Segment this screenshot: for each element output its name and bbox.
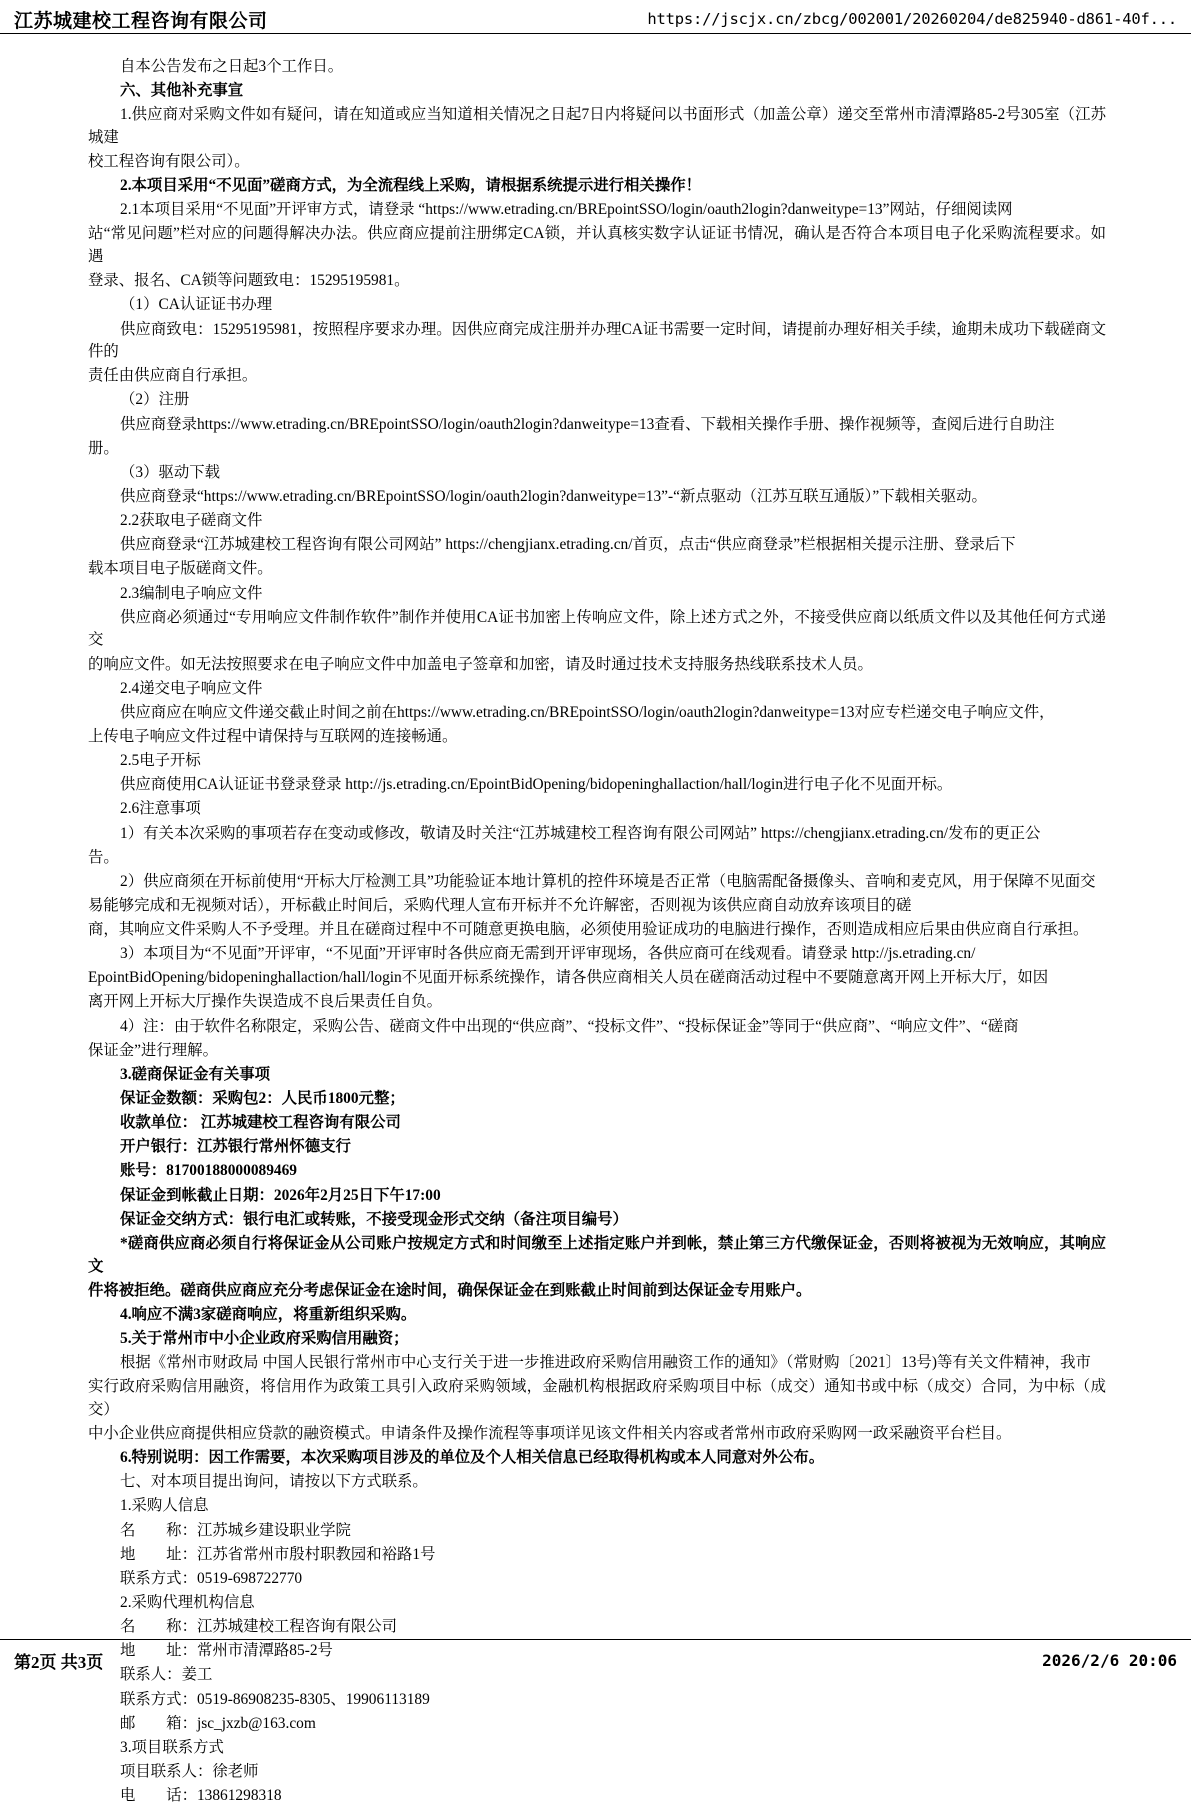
paragraph-line: 2.2获取电子磋商文件 xyxy=(120,512,263,530)
paragraph-line: 上传电子响应文件过程中请保持与互联网的连接畅通。 xyxy=(88,727,458,745)
paragraph-line: 保证金到帐截止日期：2026年2月25日下午17:00 xyxy=(120,1186,441,1204)
project-contact-person: 项目联系人：徐老师 xyxy=(120,1762,259,1780)
paragraph-line: 5.关于常州市中小企业政府采购信用融资； xyxy=(120,1329,409,1347)
paragraph-line: 2.本项目采用“不见面”磋商方式，为全流程线上采购，请根据系统提示进行相关操作！ xyxy=(120,177,701,195)
paragraph-line: 供应商登录https://www.etrading.cn/BREpointSSO/login/oauth2login?danweitype=13查看、下载相关操作手册、操作视频等，查阅后进行自助注 xyxy=(120,415,1055,433)
paragraph-line: 自本公告发布之日起3个工作日。 xyxy=(120,58,344,75)
paragraph-line: 供应商登录“江苏城建校工程咨询有限公司网站” https://chengjianx.etrading.cn/首页，点击“供应商登录”栏根据相关提示注册、登录后下 xyxy=(120,536,1016,554)
paragraph-line: 件将被拒绝。磋商供应商应充分考虑保证金在途时间，确保保证金在到账截止时间前到达保证金专用账户。 xyxy=(88,1281,812,1299)
paragraph-line: 2.1本项目采用“不见面”开评审方式，请登录 “https://www.etrading.cn/BREpointSSO/login/oauth2login?danweitype=13”网站，仔细阅读网 xyxy=(120,201,1013,219)
purchaser-name: 名 称：江苏城乡建设职业学院 xyxy=(120,1521,351,1539)
paragraph-line: 2）供应商须在开标前使用“开标大厅检测工具”功能验证本地计算机的控件环境是否正常（电脑需配备摄像头、音响和麦克风，用于保障不见面交 xyxy=(120,872,1096,890)
paragraph-line: 根据《常州市财政局 中国人民银行常州市中心支行关于进一步推进政府采购信用融资工作的通知》（常财购〔2021〕13号)等有关文件精神，我市 xyxy=(120,1354,1091,1372)
page-number: 第2页 共3页 xyxy=(14,1652,104,1672)
purchaser-address: 地 址：江苏省常州市殷村职教园和裕路1号 xyxy=(120,1545,436,1563)
paragraph-line: 2.采购代理机构信息 xyxy=(120,1594,255,1611)
paragraph-line: 1.供应商对采购文件如有疑问，请在知道或应当知道相关情况之日起7日内将疑问以书面形式（加盖公章）递交至常州市清潭路85-2号305室（江苏城建 xyxy=(88,106,1106,146)
paragraph-line: 3.项目联系方式 xyxy=(120,1738,224,1756)
paragraph-line: 供应商使用CA认证证书登录登录 http://js.etrading.cn/EpointBidOpening/bidopeninghallaction/hall/login进行电子化不见面开标。 xyxy=(120,776,953,794)
document-body xyxy=(88,56,1106,1809)
paragraph-line: （2）注册 xyxy=(120,391,190,409)
paragraph-line: 供应商应在响应文件递交截止时间之前在https://www.etrading.cn/BREpointSSO/login/oauth2login?danweitype=13对应专栏递交电子响应文件， xyxy=(120,703,1055,721)
paragraph-line: 1）有关本次采购的事项若存在变动或修改，敬请及时关注“江苏城建校工程咨询有限公司网站” https://chengjianx.etrading.cn/发布的更正公 xyxy=(120,824,1041,842)
paragraph-line: 2.6注意事项 xyxy=(120,800,201,818)
paragraph-line: 4）注：由于软件名称限定，采购公告、磋商文件中出现的“供应商”、“投标文件”、“投标保证金”等同于“供应商”、“响应文件”、“磋商 xyxy=(120,1017,1019,1035)
paragraph-line: 的响应文件。如无法按照要求在电子响应文件中加盖电子签章和加密，请及时通过技术支持服务热线联系技术人员。 xyxy=(88,655,873,673)
paragraph-line: 开户银行：江苏银行常州怀德支行 xyxy=(120,1138,351,1156)
paragraph-line: 6.特别说明：因工作需要，本次采购项目涉及的单位及个人相关信息已经取得机构或本人同意对外公布。 xyxy=(120,1449,825,1467)
agency-name: 名 称：江苏城建校工程咨询有限公司 xyxy=(120,1618,398,1636)
header-divider xyxy=(0,33,1191,34)
paragraph-line: 实行政府采购信用融资，将信用作为政策工具引入政府采购领域，金融机构根据政府采购项目中标（成交）通知书或中标（成交）合同，为中标（成交） xyxy=(88,1378,1106,1418)
paragraph-line: 2.4递交电子响应文件 xyxy=(120,679,263,697)
paragraph-line: 责任由供应商自行承担。 xyxy=(88,367,258,385)
paragraph-line: 2.5电子开标 xyxy=(120,752,201,770)
paragraph-line: 易能够完成和无视频对话），开标截止时间后，采购代理人宣布开标并不允许解密，否则视为该供应商自动放弃该项目的磋 xyxy=(88,896,912,914)
paragraph-line: 供应商必须通过“专用响应文件制作软件”制作并使用CA证书加密上传响应文件，除上述方式之外，不接受供应商以纸质文件以及其他任何方式递交 xyxy=(88,608,1106,649)
paragraph-line: 中小企业供应商提供相应贷款的融资模式。申请条件及操作流程等事项详见该文件相关内容或者常州市政府采购网一政采融资平台栏目。 xyxy=(88,1425,1012,1443)
paragraph-line: （3）驱动下载 xyxy=(120,463,221,481)
paragraph-line: 保证金数额：采购包2：人民币1800元整； xyxy=(120,1090,405,1108)
paragraph-line: 校工程咨询有限公司）。 xyxy=(88,153,250,171)
paragraph-line: 账号：81700188000089469 xyxy=(120,1162,297,1180)
paragraph-line: 保证金交纳方式：银行电汇或转账，不接受现金形式交纳（备注项目编号） xyxy=(120,1210,628,1228)
paragraph-line: 3.磋商保证金有关事项 xyxy=(120,1065,271,1083)
project-phone: 电 话：13861298318 xyxy=(120,1787,282,1805)
paragraph-line: 告。 xyxy=(88,848,119,866)
agency-phone: 联系方式：0519-86908235-8305、19906113189 xyxy=(120,1690,430,1708)
header-url: https://jscjx.cn/zbcg/002001/20260204/de825940-d861-40f... xyxy=(647,10,1177,28)
paragraph-line: 供应商登录“https://www.etrading.cn/BREpointSSO/login/oauth2login?danweitype=13”-“新点驱动（江苏互联互通版）”下载相关驱动。 xyxy=(120,488,987,506)
paragraph-line: 保证金”进行理解。 xyxy=(88,1041,218,1059)
page-footer xyxy=(0,1640,1191,1684)
paragraph-line: 4.响应不满3家磋商响应，将重新组织采购。 xyxy=(120,1305,417,1323)
agency-contact-person: 联系人：姜工 xyxy=(120,1666,213,1684)
paragraph-line: 商，其响应文件采购人不予受理。并且在磋商过程中不可随意更换电脑，必须使用验证成功的电脑进行操作，否则造成相应后果由供应商自行承担。 xyxy=(88,921,1089,939)
paragraph-line: 册。 xyxy=(88,439,119,457)
agency-email: 邮 箱：jsc_jxzb@163.com xyxy=(120,1714,316,1732)
paragraph-line: *磋商供应商必须自行将保证金从公司账户按规定方式和时间缴至上述指定账户并到帐，禁止第三方代缴保证金，否则将被视为无效响应，其响应文 xyxy=(88,1234,1106,1275)
paragraph-line: 载本项目电子版磋商文件。 xyxy=(88,560,273,578)
paragraph-line: 供应商致电：15295195981，按照程序要求办理。因供应商完成注册并办理CA证书需要一定时间，请提前办理好相关手续，逾期未成功下载磋商文件的 xyxy=(88,320,1106,361)
paragraph-line: 登录、报名、CA锁等问题致电：15295195981。 xyxy=(88,272,410,290)
purchaser-contact: 联系方式：0519-698722770 xyxy=(120,1569,303,1587)
page-header xyxy=(0,0,1191,34)
header-company-name: 江苏城建校工程咨询有限公司 xyxy=(14,10,268,32)
section-heading-other-notes: 六、其他补充事宣 xyxy=(120,82,244,100)
paragraph-line: 七、对本项目提出询问，请按以下方式联系。 xyxy=(120,1473,428,1491)
paragraph-line: 1.采购人信息 xyxy=(120,1497,209,1515)
paragraph-line: 2.3编制电子响应文件 xyxy=(120,584,263,602)
paragraph-line: 3）本项目为“不见面”开评审，“不见面”开评审时各供应商无需到开评审现场，各供应商可在线观看。请登录 http://js.etrading.cn/ xyxy=(120,945,976,963)
paragraph-line: EpointBidOpening/bidopeninghallaction/hall/login不见面开标系统操作，请各供应商相关人员在磋商活动过程中不要随意离开网上开标大厅，如因 xyxy=(88,969,1049,987)
paragraph-line: 站“常见问题”栏对应的问题得解决办法。供应商应提前注册绑定CA锁，并认真核实数字认证证书情况，确认是否符合本项目电子化采购流程要求。如遇 xyxy=(88,225,1106,266)
paragraph-line: 离开网上开标大厅操作失误造成不良后果责任自负。 xyxy=(88,993,442,1011)
print-timestamp: 2026/2/6 20:06 xyxy=(1042,1650,1177,1670)
agency-address: 地 址：常州市清潭路85-2号 xyxy=(120,1642,333,1660)
paragraph-line: 收款单位： 江苏城建校工程咨询有限公司 xyxy=(120,1114,401,1132)
paragraph-line: （1）CA认证证书办理 xyxy=(120,296,273,314)
